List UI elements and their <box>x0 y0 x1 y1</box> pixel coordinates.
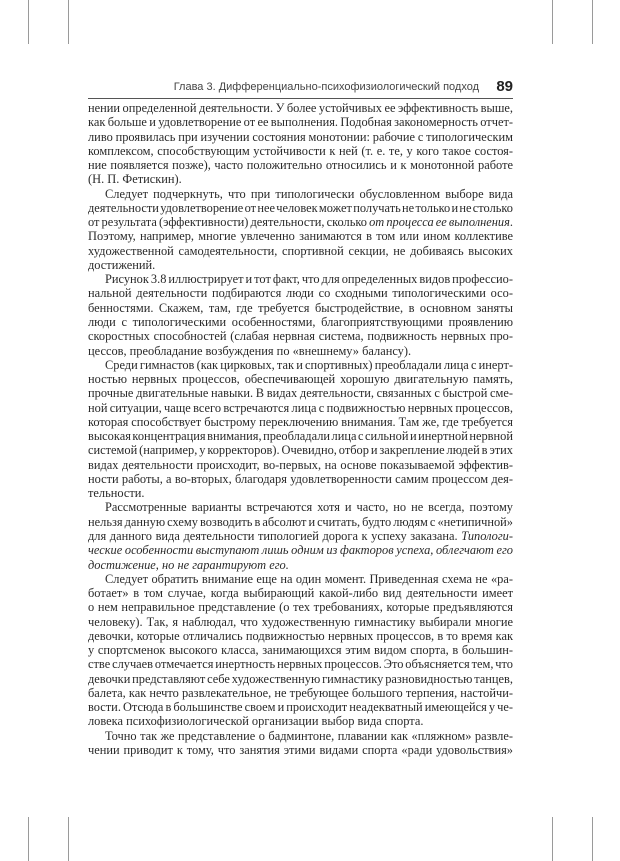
text-line <box>88 386 513 400</box>
text-segment: Следует подчеркнуть, что при типологически обусловленном выборе вида <box>105 186 513 201</box>
text-line <box>88 615 513 629</box>
text-line <box>88 543 513 557</box>
text-segment: человеку). Так, я наблюдал, что художественную гимнастику выбирали многие <box>88 614 513 629</box>
text-line <box>88 629 513 643</box>
text-segment: Рисунок 3.8 иллюстрирует и тот факт, что для определенных видов профессио- <box>105 272 513 287</box>
text-line <box>88 272 513 286</box>
text-line <box>88 215 513 229</box>
text-line <box>88 158 513 172</box>
paragraph <box>88 572 513 729</box>
body-text <box>88 101 513 757</box>
text-segment: Поэтому, например, многие увлеченно занимаются в том или ином коллективе <box>88 229 514 244</box>
text-segment: ной ситуации, чаще всего встречаются лица с подвижностью нервных процессов, <box>88 400 513 415</box>
text-line <box>88 130 513 144</box>
text-line <box>88 657 513 671</box>
text-line <box>88 458 513 472</box>
text-line <box>88 115 513 129</box>
running-header <box>88 78 513 99</box>
text-segment: комплексом, способствующим устойчивости к ней (т. е. те, у кого такое состоя- <box>88 143 513 158</box>
text-segment: вости. Отсюда в большинстве своем и происходит неадекватный имеющейся у че- <box>88 700 513 715</box>
page-number: 89 <box>496 78 513 95</box>
text-segment: ловека психофизиологической организации выбор вида спорта. <box>88 714 424 729</box>
text-line <box>88 515 513 529</box>
text-segment: от результата (эффективности) деятельности, сколько <box>88 215 370 230</box>
text-segment: Точно так же представление о бадминтоне, плавании как «пляжном» развле- <box>105 728 513 743</box>
text-segment: Рассмотренные варианты встречаются хотя и часто, но не всегда, поэтому <box>105 500 513 515</box>
text-line <box>88 101 513 115</box>
crop-mark <box>68 817 69 861</box>
text-line <box>88 358 513 372</box>
text-line <box>88 586 513 600</box>
text-line <box>88 144 513 158</box>
text-line <box>88 415 513 429</box>
paragraph <box>88 358 513 501</box>
text-segment: балета, как нечто развлекательное, не требующее большого терпения, настойчи- <box>88 685 513 700</box>
text-segment: системой (например, у корректоров). Очевидно, отбор и закрепление людей в этих <box>88 443 514 458</box>
text-segment: стве случаев отмечается инертность нервных процессов. Это объясняется тем, что <box>88 657 513 672</box>
text-segment: высокая концентрация внимания, преобладали лица с сильной и инертной нервной <box>88 429 513 444</box>
text-segment: ности работы, а во-вторых, благодаря удовлетворенности самим процессом дея- <box>88 471 513 486</box>
italic-text: ческие особенности выступают лишь одним из факторов успеха, облегчают его <box>88 543 513 558</box>
text-segment: ливо проявилась при изучении состояния монотонии: рабочие с типологическим <box>88 129 513 144</box>
text-segment: Среди гимнастов (как цирковых, так и спортивных) преобладали лица с инерт- <box>105 357 513 372</box>
text-line <box>88 529 513 543</box>
crop-mark <box>592 0 593 44</box>
text-line <box>88 258 513 272</box>
text-line <box>88 600 513 614</box>
text-segment: ботает» в том случае, когда выбирающий какой-либо вид деятельности имеет <box>88 586 514 601</box>
text-segment: у спортсменок высокого класса, занимающихся этим видом спорта, в большин- <box>88 643 513 658</box>
text-segment: цессов, преобладание возбуждения по «внешнему» балансу). <box>88 343 412 358</box>
italic-text: от процесса ее выполнения <box>369 215 510 230</box>
crop-mark <box>552 0 553 44</box>
text-line <box>88 344 513 358</box>
text-segment: о нем неправильное представление (о тех требованиях, которые предъявляются <box>88 600 513 615</box>
text-segment: нении определенной деятельности. У более устойчивых ее эффективность выше, <box>88 101 513 115</box>
paragraph <box>88 729 513 758</box>
crop-mark <box>28 817 29 861</box>
paragraph <box>88 272 513 358</box>
text-line <box>88 372 513 386</box>
chapter-title: Глава 3. Дифференциально-психофизиологический подход <box>173 81 479 93</box>
text-segment: деятельности удовлетворение от нее человек может получать не только и не столько <box>88 200 513 215</box>
text-line <box>88 672 513 686</box>
text-line <box>88 558 513 572</box>
text-line <box>88 172 513 186</box>
text-segment: люди с типологическими особенностями, благоприятствующими проявлению <box>88 314 513 329</box>
text-segment: ние появляется позже), часто положительно относились и к монотонной работе <box>88 158 513 173</box>
paragraph <box>88 101 513 187</box>
text-segment: прочные двигательные навыки. В видах деятельности, связанных с быстрой сме- <box>88 386 513 401</box>
text-line <box>88 401 513 415</box>
text-line <box>88 500 513 514</box>
text-segment: (Н. П. Фетискин). <box>88 172 182 187</box>
text-line <box>88 429 513 443</box>
text-line <box>88 743 513 757</box>
text-segment: для данного вида деятельности типологией дорога к успеху заказана. <box>88 528 462 543</box>
text-segment: девочки представляют себе художественную гимнастику разновидностью танцев, <box>88 671 513 686</box>
text-segment: тельности. <box>88 486 145 501</box>
text-segment: нальной деятельности подбираются люди со сходными типологическими осо- <box>88 286 513 301</box>
text-line <box>88 686 513 700</box>
text-segment: бенностями. Скажем, там, где требуется быстродействие, в основном заняты <box>88 300 513 315</box>
crop-mark <box>68 0 69 44</box>
text-line <box>88 329 513 343</box>
text-segment: как больше и удовлетворение от ее выполнения. Подобная закономерность отчет- <box>88 115 513 130</box>
text-line <box>88 572 513 586</box>
text-line <box>88 472 513 486</box>
paragraph <box>88 500 513 571</box>
text-line <box>88 187 513 201</box>
text-segment: . <box>509 215 513 230</box>
text-segment: художественной самодеятельности, спортивной секции, не добиваясь высоких <box>88 243 513 258</box>
text-line <box>88 244 513 258</box>
italic-text: достижение, но не гарантируют его. <box>88 557 289 572</box>
text-line <box>88 729 513 743</box>
text-segment: видах деятельности происходит, во-первых, на основе показываемой эффектив- <box>88 457 513 472</box>
text-line <box>88 643 513 657</box>
text-line <box>88 229 513 243</box>
crop-mark <box>592 817 593 861</box>
text-segment: Следует обратить внимание еще на один момент. Приведенная схема не «ра- <box>105 571 513 586</box>
italic-text: Типологи- <box>461 528 513 543</box>
text-segment: достижений. <box>88 257 156 272</box>
text-segment: ностью нервных процессов, обеспечивающей хорошую двигательную память, <box>88 372 513 387</box>
text-line <box>88 301 513 315</box>
text-line <box>88 201 513 215</box>
crop-mark <box>28 0 29 44</box>
text-line <box>88 714 513 728</box>
text-segment: которая способствует быстрому переключению внимания. Там же, где требуется <box>88 414 514 429</box>
text-segment: девочки, которые отличались подвижностью нервных процессов, в то время как <box>88 628 513 643</box>
text-line <box>88 443 513 457</box>
text-segment: скоростных способностей (слабая нервная система, подвижность нервных про- <box>88 329 513 344</box>
text-line <box>88 486 513 500</box>
paragraph <box>88 187 513 273</box>
text-line <box>88 286 513 300</box>
text-line <box>88 315 513 329</box>
text-segment: чении приводит к тому, что занятия этими видами спорта «ради удовольствия» <box>88 742 513 757</box>
text-line <box>88 700 513 714</box>
text-segment: нельзя данную схему возводить в абсолют и считать, будто людям с «нетипичной» <box>88 514 513 529</box>
crop-mark <box>552 817 553 861</box>
